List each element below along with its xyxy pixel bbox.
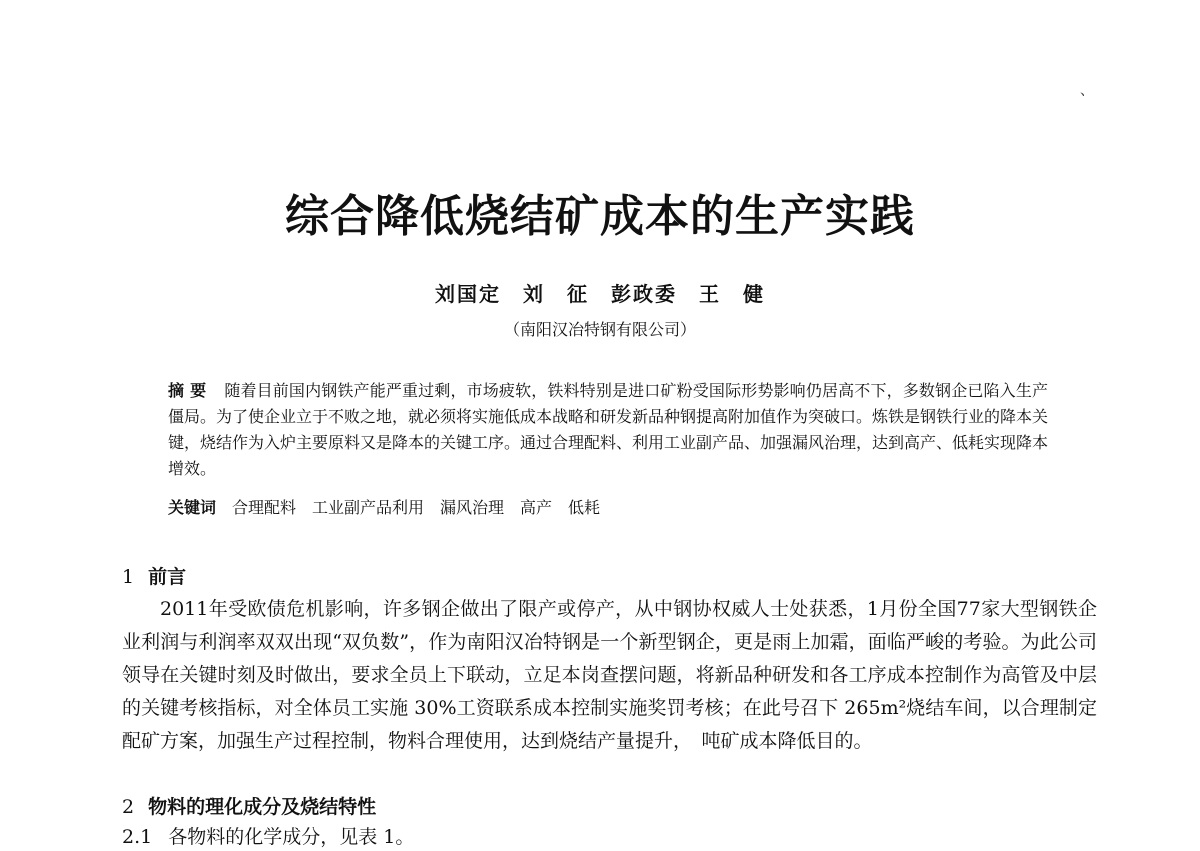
abstract-text: 随着目前国内钢铁产能严重过剩，市场疲软，铁料特别是进口矿粉受国际形势影响仍居高不下，多数钢企已陷入生产僵局。为了使企业立于不败之地，就必须将实施低成本战略和研发新品种钢提高附加值作为突破口。炼铁是钢铁行业的降本关键，烧结作为入炉主要原料又是降本的关键工序。通过合理配料、利用工业副产品、加强漏风治理，达到高产、低耗实现降本增效。 <box>168 381 1049 478</box>
abstract-label: 摘要 <box>168 381 213 400</box>
section-number: 1 <box>122 566 135 588</box>
section-heading-introduction <box>122 562 186 589</box>
keywords-label: 关键词 <box>168 498 217 517</box>
keywords-text: 合理配料 工业副产品利用 漏风治理 高产 低耗 <box>232 498 601 517</box>
keywords <box>168 496 1048 520</box>
subsection-heading <box>122 822 414 849</box>
subsection-number: 2.1 <box>122 826 153 848</box>
author-list: 刘国定 刘 征 彭政委 王 健 <box>435 282 765 306</box>
introduction-paragraph: 2011年受欧债危机影响，许多钢企做出了限产或停产，从中钢协权威人士处获悉，1月份全国77家大型钢铁企业利润与利润率双双出现“双负数”，作为南阳汉冶特钢是一个新型钢企，更是雨上加霜，面临严峻的考验。为此公司领导在关键时刻及时做出，要求全员上下联动，立足本岗查摆问题，将新品种研发和各工序成本控制作为高管及中层的关键考核指标，对全体员工实施 30%工资联系成本控制实施奖罚考核；在此号召下 265m²烧结车间，以合理制定配矿方案，加强生产过程控制，物料合理使用，达到烧结产量提升， 吨矿成本降低目的。 <box>122 598 1097 752</box>
section-title: 前言 <box>148 566 187 588</box>
section-heading-materials <box>122 792 376 819</box>
section-number: 2 <box>122 796 135 818</box>
section-title: 物料的理化成分及烧结特性 <box>148 796 377 818</box>
paper-title: 综合降低烧结矿成本的生产实践 <box>285 191 915 242</box>
subsection-text: 各物料的化学成分，见表 1。 <box>168 826 415 848</box>
corner-mark: 、 <box>1080 83 1094 99</box>
affiliation: （南阳汉冶特钢有限公司） <box>503 320 696 339</box>
abstract <box>168 378 1048 482</box>
